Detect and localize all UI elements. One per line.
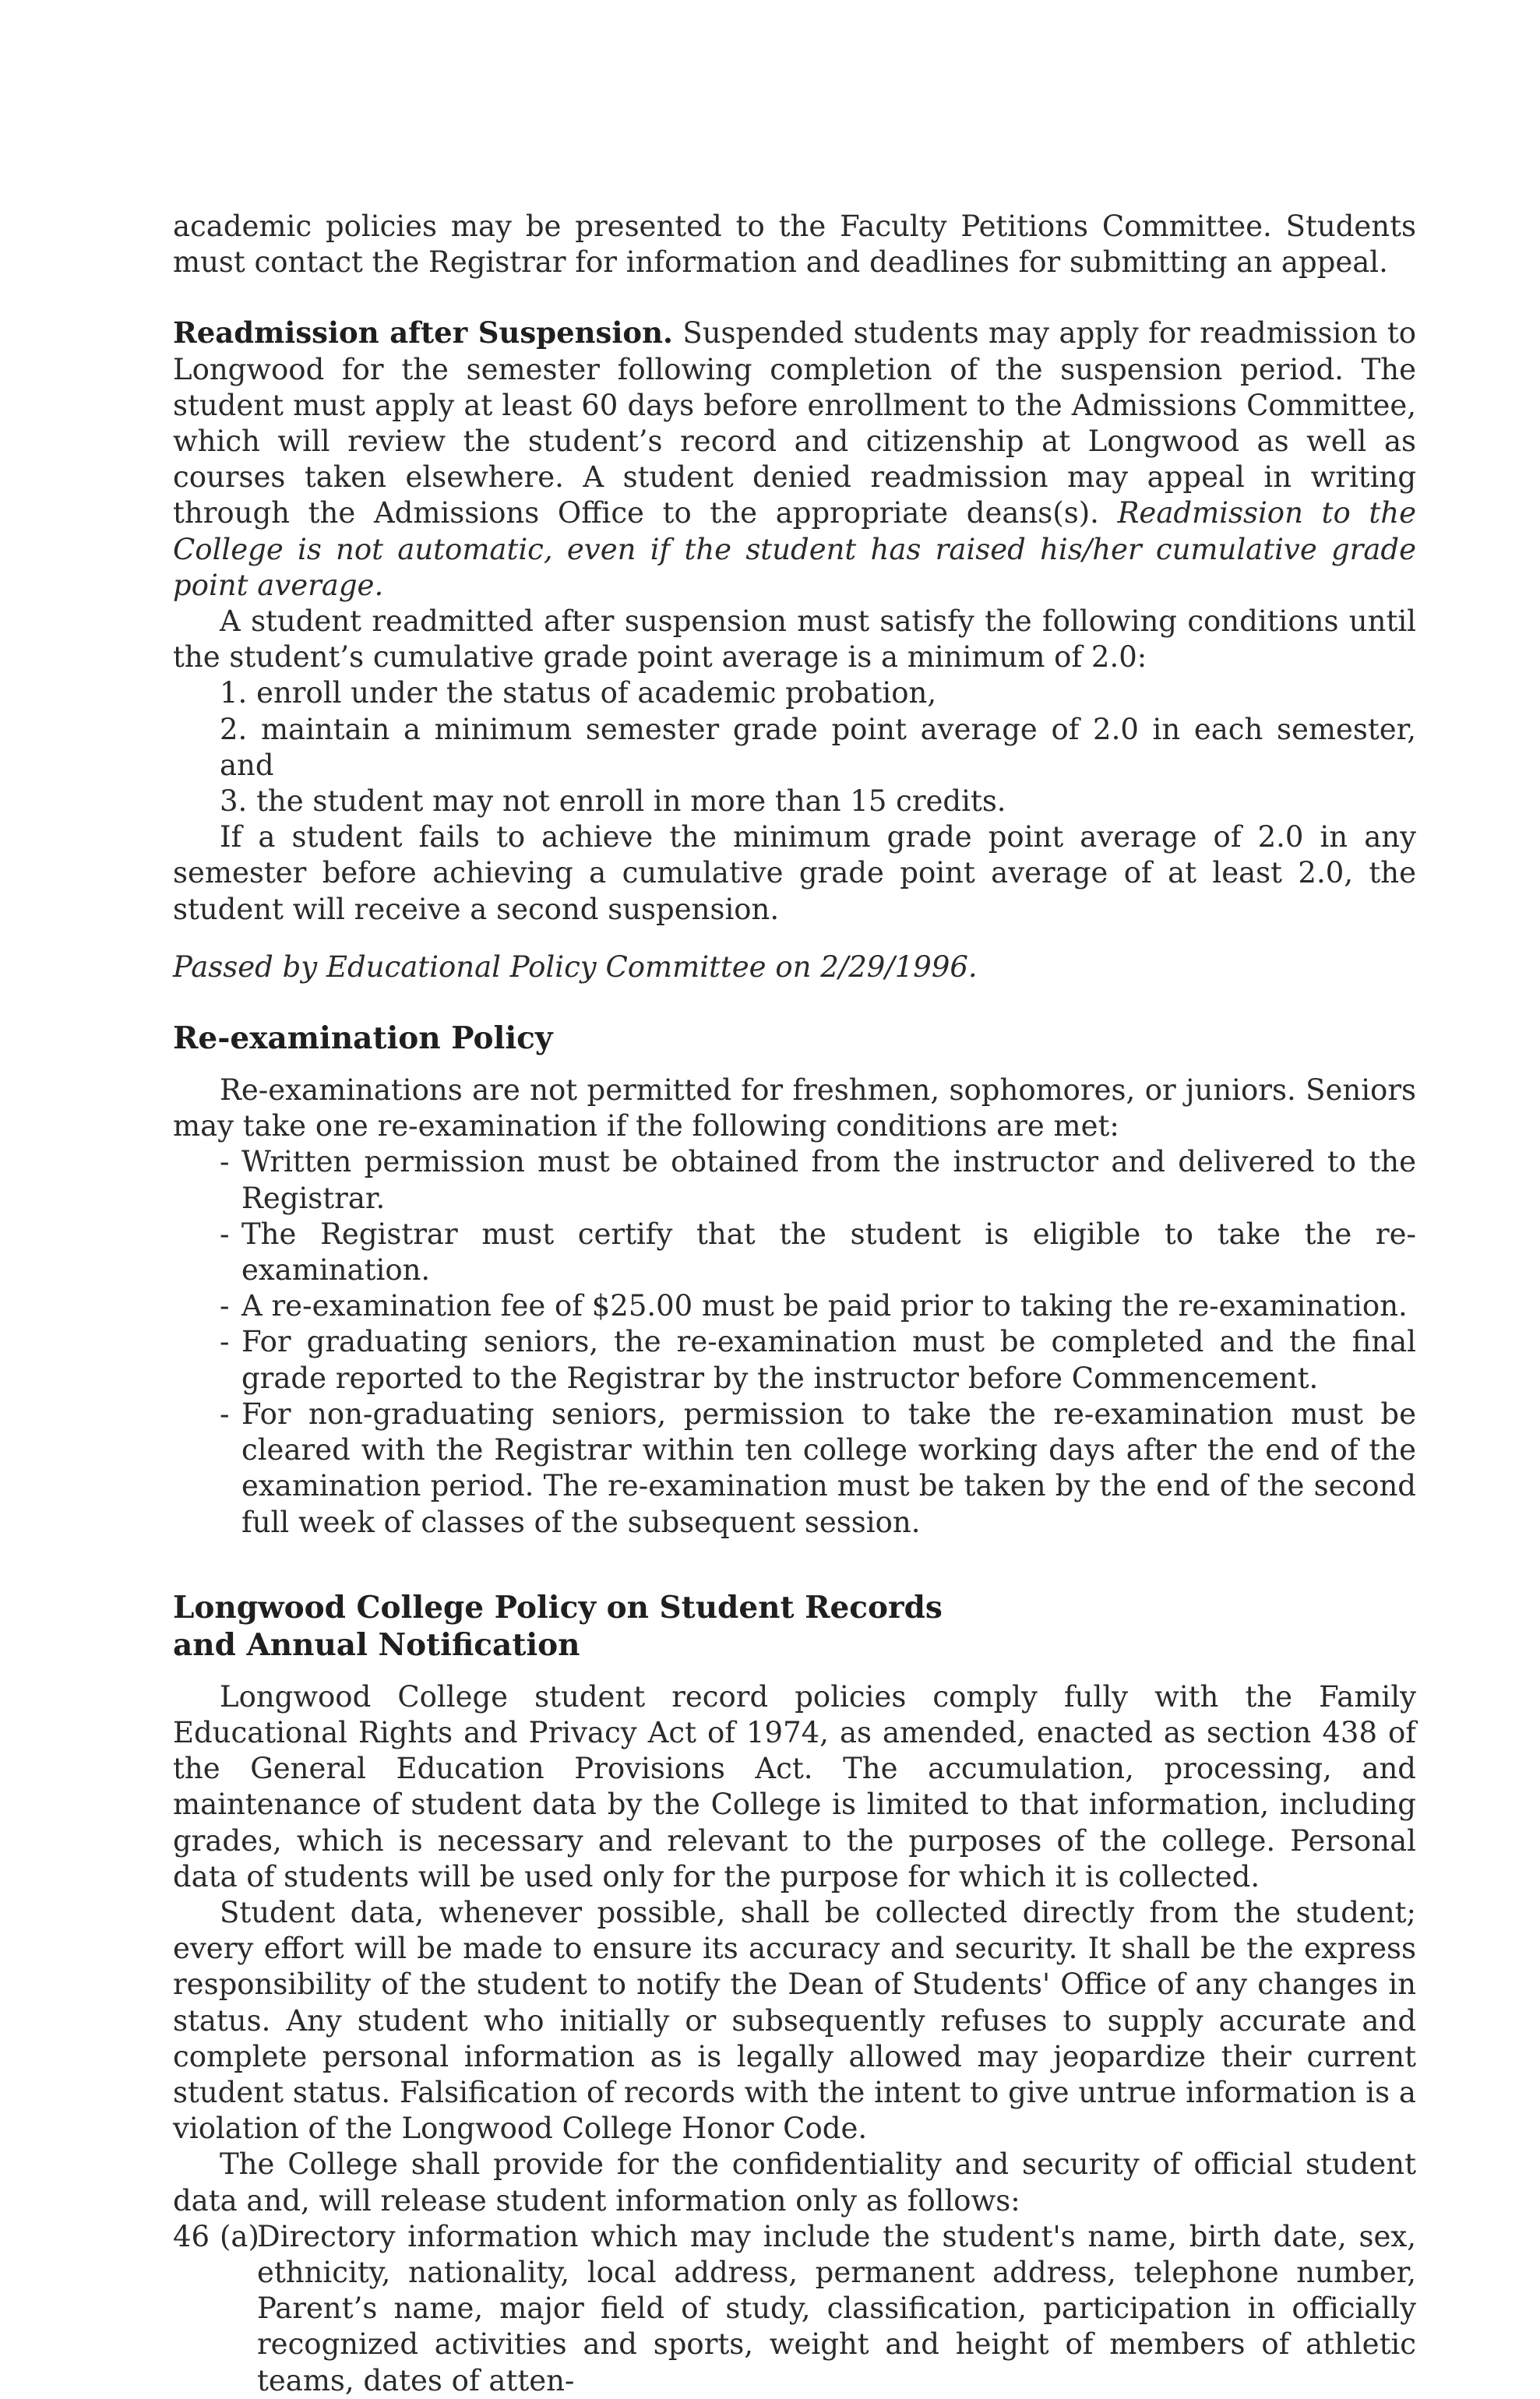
reexam-item-text: A re-examination fee of $25.00 must be paid prior to taking the re-examination. xyxy=(241,1289,1408,1323)
records-paragraph-3: The College shall provide for the confidentiality and security of official student data and, will release student information only as follows: xyxy=(173,2147,1416,2218)
condition-item: 3. the student may not enroll in more than 15 credits. xyxy=(220,784,1006,819)
reexam-item xyxy=(173,1288,1416,1324)
records-heading-line1: Longwood College Policy on Student Records xyxy=(173,1589,943,1626)
intro-paragraph: academic policies may be presented to the Faculty Petitions Committee. Students must contact the Registrar for information and deadlines for submitting an appeal. xyxy=(173,210,1416,280)
readmission-closing: If a student fails to achieve the minimum grade point average of 2.0 in any semester before achieving a cumulative grade point average of at least 2.0, the student will receive a second suspension. xyxy=(173,820,1416,926)
reexam-item xyxy=(173,1324,1416,1396)
dash-marker: - xyxy=(220,1289,230,1323)
records-paragraph-2: Student data, whenever possible, shall be collected directly from the student; every effort will be made to ensure its accuracy and security. It shall be the express responsibility of the student to notify the Dean of Students' Office of any changes in status. Any student who initially or subsequently refuses to supply accurate and complete personal information as is legally allowed may jeopardize their current student status. Falsification of records with the intent to give untrue information is a violation of the Longwood College Honor Code. xyxy=(173,1895,1416,2146)
reexam-item xyxy=(173,1217,1416,1288)
readmission-conditions-list xyxy=(173,675,1416,819)
records-heading xyxy=(173,1589,1416,1664)
release-item-label: (a) xyxy=(220,2219,259,2253)
records-paragraph-1: Longwood College student record policies comply fully with the Family Educational Rights and Privacy Act of 1974, as amended, enacted as section 438 of the General Education Provisions Act. The accumulation, processing, and maintenance of student data by the College is limited to that information, including grades, which is necessary and relevant to the purposes of the college. Personal data of students will be used only for the purpose for which it is collected. xyxy=(173,1679,1416,1893)
reexam-heading: Re-examination Policy xyxy=(173,1020,553,1057)
reexam-item-text: For graduating seniors, the re-examination must be completed and the final grade reported to the Registrar by the instructor before Commencement. xyxy=(241,1325,1416,1395)
readmission-paragraph xyxy=(173,315,1416,604)
passed-note: Passed by Educational Policy Committee on 2/29/1996. xyxy=(173,949,978,984)
readmission-body: Suspended students may apply for readmission to Longwood for the semester following completion of the suspension period. The student must apply at least 60 days before enrollment to the Admissions Committee, which will review the student’s record and citizenship at Longwood as well as courses taken elsewhere. A student denied readmission may appeal in writing through the Admissions Office to the appropriate deans(s). xyxy=(173,316,1416,530)
reexam-item xyxy=(173,1144,1416,1216)
reexam-item xyxy=(173,1397,1416,1541)
condition-item: 2. maintain a minimum semester grade point average of 2.0 in each semester, and xyxy=(220,712,1416,782)
release-item-a xyxy=(173,2219,1416,2399)
readmission-italic-note: Readmission to the College is not automatic, even if the student has raised his/her cumulative grade point average. xyxy=(173,496,1417,602)
reexam-item-text: Written permission must be obtained from the instructor and delivered to the Registrar. xyxy=(241,1145,1416,1215)
reexam-item-text: The Registrar must certify that the student is eligible to take the re-examination. xyxy=(241,1217,1416,1288)
document-page xyxy=(173,209,1416,2399)
readmission-heading: Readmission after Suspension. xyxy=(173,315,673,351)
dash-marker: - xyxy=(220,1397,230,1431)
reexam-intro: Re-examinations are not permitted for freshmen, sophomores, or juniors. Seniors may take one re-examination if the following conditions are met: xyxy=(173,1073,1416,1143)
dash-marker: - xyxy=(220,1217,230,1251)
reexam-item-text: For non-graduating seniors, permission to take the re-examination must be cleared with the Registrar within ten college working days after the end of the examination period. The re-examination must be taken by the end of the second full week of classes of the subsequent session. xyxy=(241,1397,1416,1539)
reexam-conditions-list xyxy=(173,1144,1416,1540)
dash-marker: - xyxy=(220,1145,230,1179)
release-list xyxy=(173,2219,1416,2399)
release-item-text: Directory information which may include the student's name, birth date, sex, ethnicity, nationality, local address, permanent address, telephone number, Parent’s name, major field of study, classification, participation in officially recognized activities and sports, weight and height of members of athletic teams, dates of atten- xyxy=(257,2219,1416,2397)
page-number: 46 xyxy=(173,2220,210,2253)
readmission-conditions-intro: A student readmitted after suspension must satisfy the following conditions until the student’s cumulative grade point average is a minimum of 2.0: xyxy=(173,604,1416,675)
condition-item: 1. enroll under the status of academic probation, xyxy=(220,676,937,710)
dash-marker: - xyxy=(220,1325,230,1359)
records-heading-line2: and Annual Notification xyxy=(173,1626,580,1663)
